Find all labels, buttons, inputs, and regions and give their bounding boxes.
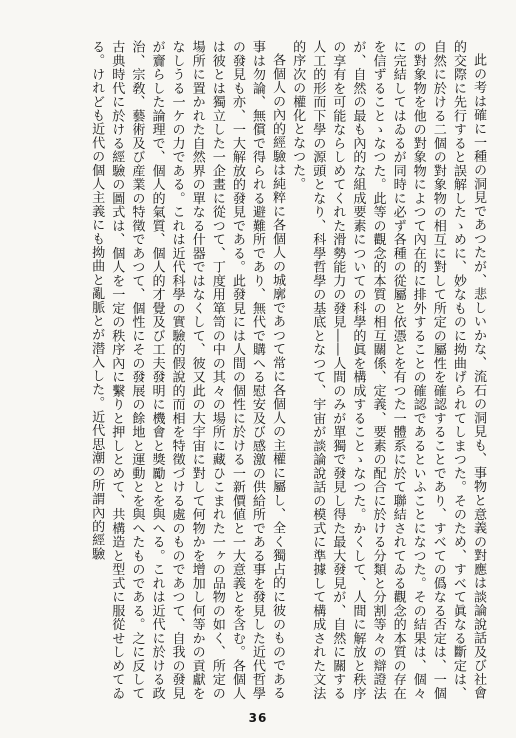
vertical-text-body <box>36 40 488 700</box>
paragraph-1: 此の考は確に一種の洞見であつたが、悲しいかな、流石の洞見も、事物と意義の對應は談論說話及び社會的交際に先行すると誤解したゝめに、妙なものに拗曲げられてしまつた。そのため、すべて眞なる斷定は、自然に於ける二個の對象物の相互に對して所定の屬性を確認することであり、すべての僞なる否定は、一個の對象物を他の對象物によつて內在的に排外することの確認であるといふことになつた。その結果は、個々に完結してはゐるが同時に必ず各種の從屬と依憑とを有つた一體系に於て聯結されてゐる觀念的本質の存在を信ずることゝなつた。此等の觀念的本質の相互關係、定義、要素の配合に於ける分類と分割等々の辯證法が、自然の最も內的な組成要素についての科學的眞を構成することゝなつた。かくして、人間に解放と秩序の享有を可能ならしめてくれた滑勢能力の發見――人間のみが單獨で發見し得た最大發見が、自然に關する人工的形而下學の源頭となり、科學哲學の基底となつて、宇宙が談論說話の模式に準據して構成された文法的序次の權化となつた。 <box>290 40 486 700</box>
page-number: 36 <box>248 711 268 725</box>
paragraph-2: 各個人の內的經驗は純粹に各個人の城廓であつて常に各個人の主權に屬し、全く獨占的に彼のものである事は勿論、無償で得られる避難所であり、無代で購へる慰安及び感激の供給所である事を發見した近代哲學の發見も亦、一大解放的發見である。此發見には人間の個性に於ける一新價値と一大意義とを含む。各個人は彼とは獨立した一企畫に從つて、丁度用箪笥の中の其々の場所に藏ひこまれた一ヶの品物の如く、所定の場所に置かれた自然界の單なる什器ではなくして、彼又此の大宇宙に對して何物かを增加し何等かの貢獻をなしうる一ケの力である。これは近代科學の實驗的假說的而相を特徵づける處のものであつて、自我の發見が齎らした論理で、個人的氣質、個人的才覺及び工夫發明に機會と獎勵とを與へる。これは近代に於ける政治、宗敎、藝術及び産業の特徵であつて、個性にその發展の餘地と運動とを與へたものである。之に反して古典時代に於ける經驗の圖式は、個人を一定の秩序內に繫りと押しとめて、共構造と型式に服從せしめてゐる。けれども近代の個人主義にも拗曲と亂脈とが潜入した。近代思潮の所謂內的經驗 <box>89 40 286 700</box>
